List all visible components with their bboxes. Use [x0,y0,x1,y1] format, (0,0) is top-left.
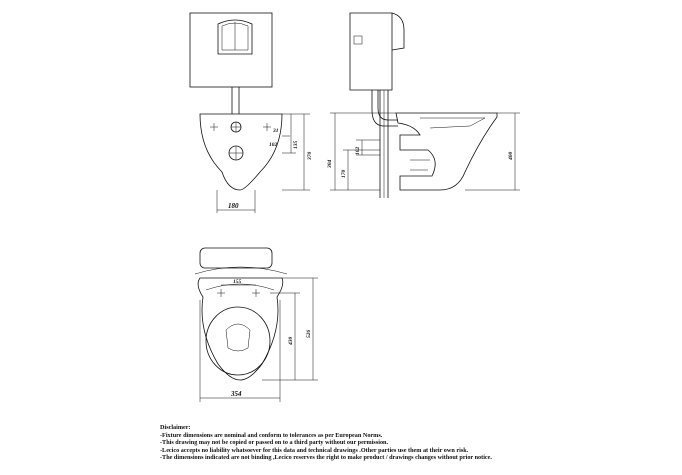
top-bowl-outline [198,278,283,380]
side-view [327,13,520,198]
dim-135: 135 [293,140,299,149]
dim-102-side: 102 [355,146,361,155]
top-cistern [200,248,272,268]
side-bowl [396,113,497,190]
disclaimer [160,424,660,462]
dim-354: 354 [231,390,242,398]
top-bowl-opening [206,307,270,375]
dim-31: 31 [273,128,279,134]
dim-526: 526 [306,329,312,338]
dim-102-front: 102 [269,142,278,148]
dim-430: 430 [288,336,294,345]
dim-370: 370 [307,151,313,160]
top-view [195,248,318,402]
dim-400: 400 [508,151,514,160]
disclaimer-line: -This drawing may not be copied or passed on to a third party without our permission. [160,439,389,447]
disclaimer-line: -Lecico accepts no liability whatsoever for this data and technical drawings .Other parties use them at their own risk. [160,446,469,454]
dim-170: 170 [341,169,347,178]
disclaimer-line: -The dimensions indicated are not binding ,Lecico reserves the right to make product / drawings changes without prior notice. [160,454,492,462]
dim-155: 155 [233,279,242,285]
side-cistern [350,13,392,90]
disclaimer-line: -Fixture dimensions are nominal and conform to tolerances as per European Norms. [160,431,383,439]
disclaimer-title: Disclaimer: [160,424,191,431]
dim-304: 304 [327,159,333,168]
dim-front-width: 180 [228,202,239,210]
front-view [190,13,313,213]
